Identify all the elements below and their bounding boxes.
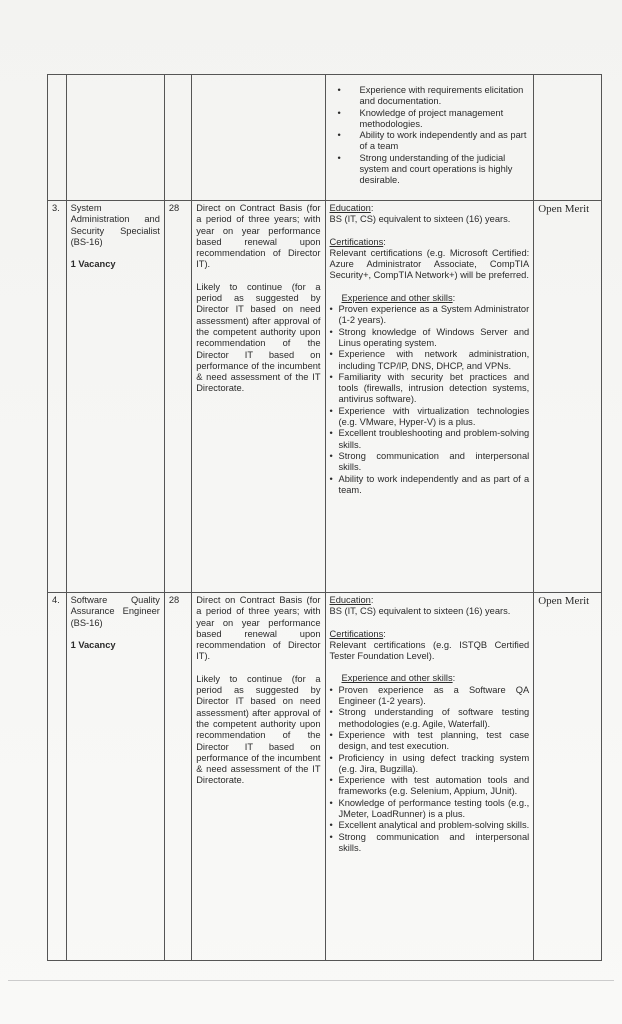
method-paragraph: Direct on Contract Basis (for a period of three years; with year on year performance based renewal upon recommendation of Director IT). [196, 595, 321, 662]
serial-number: 3. [48, 201, 67, 593]
list-item: • Strong understanding of software testing methodologies (e.g. Agile, Waterfall). [330, 707, 530, 730]
education-label: Education [329, 595, 371, 605]
list-item: • Experience with test planning, test case design, and test execution. [330, 730, 530, 753]
list-item: • Experience with requirements elicitation and documentation. [330, 85, 530, 108]
quota: Open Merit [534, 201, 602, 593]
list-item: • Ability to work independently and as part of a team [330, 130, 530, 153]
max-age: 28 [164, 593, 191, 961]
list-item: • Experience with network administration, including TCP/IP, DNS, DHCP, and VPNs. [330, 349, 530, 372]
vacancy-count: 1 Vacancy [70, 639, 116, 650]
appointment-method [192, 201, 325, 593]
qualification-cell: Education: BS (IT, CS) equivalent to sixteen (16) years. Certifications: Relevant certifications (e.g. ISTQB Certified Tester Foundation Level). Experience and other skills: • Proven experience as a Software QA Engineer (1-2 years). • Strong understanding of software testing methodologies (e.g. Agile, Waterfall). • Experience with test planning, test case design, and test execution. • Proficiency in using defect tracking system (e.g. Jira, Bugzilla). • Experience with test automation tools and frameworks (e.g. Selenium, Appium, JUnit). • Knowledge of performance testing tools (e.g., JMeter, LoadRunner) is a plus. • Excellent analytical and problem-solving skills. • Strong communication and interpersonal skills. [325, 593, 534, 961]
table-row [48, 593, 602, 961]
list-item: • Strong knowledge of Windows Server and Linus operating system. [330, 327, 530, 350]
method-paragraph: Likely to continue (for a period as suggested by Director IT based on need assessment) after approval of the competent authority upon recommendation of the Director IT based on performance of the incumbent & need assessment of the IT Directorate. [196, 673, 321, 786]
list-item: • Strong understanding of the judicial system and court operations is highly desirable. [330, 153, 530, 187]
list-item: • Knowledge of performance testing tools (e.g., JMeter, LoadRunner) is a plus. [330, 798, 530, 821]
list-item: • Excellent analytical and problem-solving skills. [330, 820, 530, 831]
education-text: BS (IT, CS) equivalent to sixteen (16) years. [329, 606, 511, 617]
list-item: • Ability to work independently and as part of a team. [330, 474, 530, 497]
qualification-cell: Education: BS (IT, CS) equivalent to sixteen (16) years. Certifications: Relevant certifications (e.g. Microsoft Certified: Azure Administrator Associate, CompTIA Security+, CompTIA Network+) will be preferred. Experience and other skills: • Proven experience as a System Administrator (1-2 years). • Strong knowledge of Windows Server and Linus operating system. • Experience with network administration, including TCP/IP, DNS, DHCP, and VPNs. • Familiarity with security bet practices and tools (firewalls, intrusion detection systems, antivirus software). • Experience with virtualization technologies (e.g. VMware, Hyper-V) is a plus. • Excellent troubleshooting and problem-solving skills. • Strong communication and interpersonal skills. • Ability to work independently and as part of a team. [325, 201, 534, 593]
list-item: • Proficiency in using defect tracking system (e.g. Jira, Bugzilla). [330, 753, 530, 776]
education-text: BS (IT, CS) equivalent to sixteen (16) years. [329, 214, 511, 225]
method-paragraph: Likely to continue (for a period as suggested by Director IT based on need assessment) after approval of the competent authority upon recommendation of the Director IT based on performance of the incumbent & need assessment of the IT Directorate. [196, 281, 321, 394]
list-item: • Excellent troubleshooting and problem-solving skills. [330, 428, 530, 451]
certifications-text: Relevant certifications (e.g. Microsoft Certified: Azure Administrator Associate, CompTIA Security+, CompTIA Network+) will be preferred. [329, 247, 530, 281]
certifications-label: Certifications [329, 236, 384, 247]
recruitment-table [47, 74, 602, 961]
list-item: • Proven experience as a Software QA Engineer (1-2 years). [330, 685, 530, 708]
list-item: • Proven experience as a System Administrator (1-2 years). [330, 304, 530, 327]
list-item: • Familiarity with security bet practices and tools (firewalls, intrusion detection systems, antivirus software). [330, 372, 530, 406]
certifications-label: Certifications [329, 628, 384, 639]
max-age: 28 [164, 201, 191, 593]
quota: Open Merit [534, 593, 602, 961]
education-label: Education [329, 203, 371, 213]
list-item: • Strong communication and interpersonal skills. [330, 832, 530, 855]
experience-label: Experience and other skills [341, 673, 453, 684]
appointment-method [192, 593, 325, 961]
table-row-continuation [48, 75, 602, 201]
method-paragraph: Direct on Contract Basis (for a period of three years; with year on year performance based renewal upon recommendation of Director IT). [196, 203, 321, 270]
list-item: • Experience with virtualization technologies (e.g. VMware, Hyper-V) is a plus. [330, 406, 530, 429]
page-edge-line [8, 980, 614, 981]
experience-label: Experience and other skills [341, 292, 453, 303]
list-item: • Experience with test automation tools and frameworks (e.g. Selenium, Appium, JUnit). [330, 775, 530, 798]
post-title: Software Quality Assurance Engineer (BS-16) [70, 595, 160, 628]
vacancy-count: 1 Vacancy [70, 259, 116, 270]
list-item: • Strong communication and interpersonal skills. [330, 451, 530, 474]
list-item: • Knowledge of project management methodologies. [330, 108, 530, 131]
certifications-text: Relevant certifications (e.g. ISTQB Certified Tester Foundation Level). [329, 639, 530, 662]
post-title: System Administration and Security Specialist (BS-16) [70, 203, 160, 247]
table-row [48, 201, 602, 593]
post-cell [66, 201, 164, 593]
post-cell [66, 593, 164, 961]
serial-number: 4. [48, 593, 67, 961]
qualification-cell [325, 75, 534, 201]
